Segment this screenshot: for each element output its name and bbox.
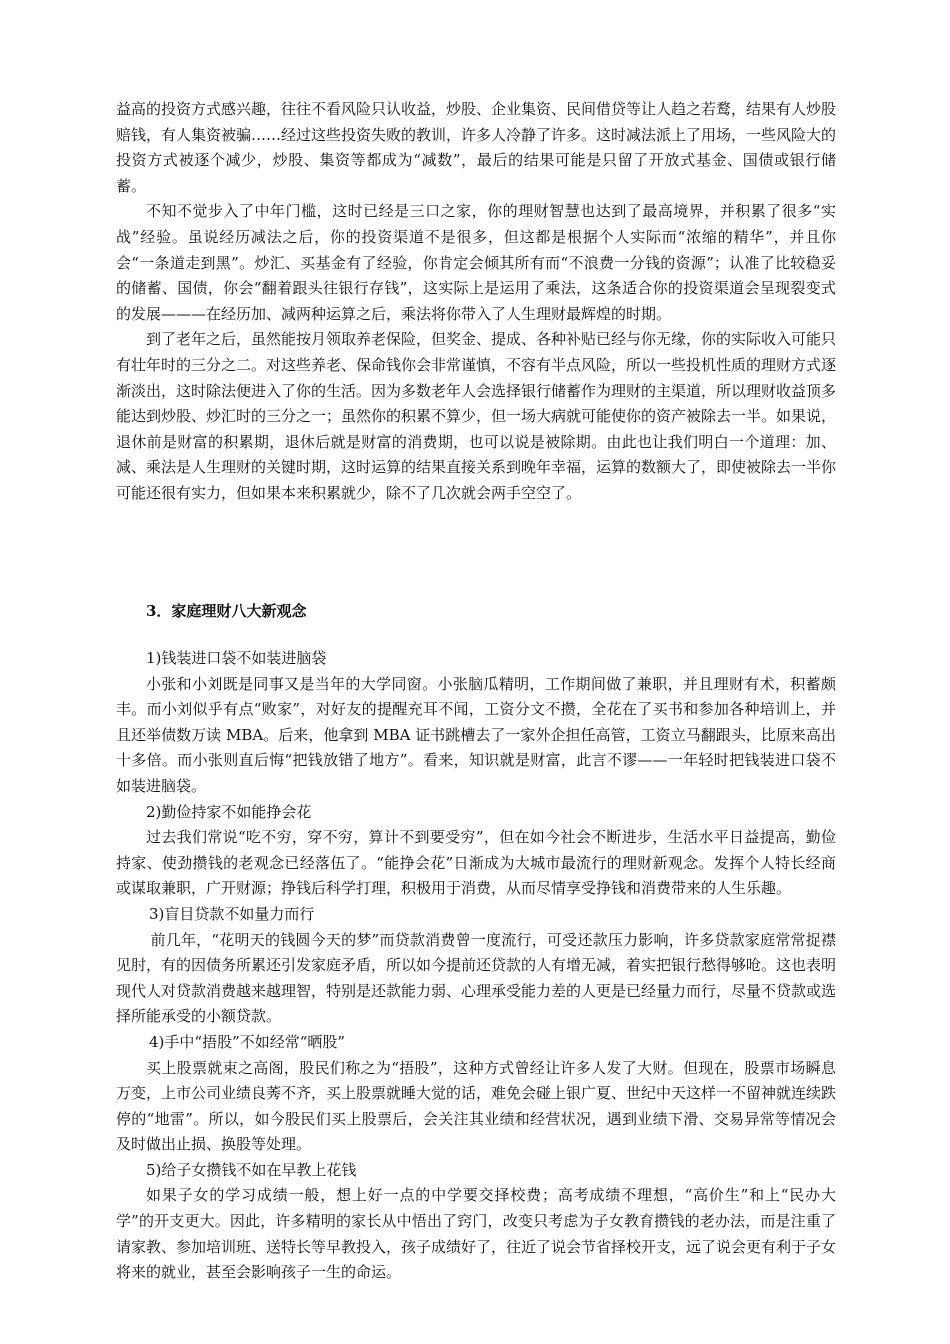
concept-body: 小张和小刘既是同事又是当年的大学同窗。小张脑瓜精明，工作期间做了兼职，并且理财有术，积蓄颇丰。而小刘似乎有点“败家”，对好友的提醒充耳不闻，工资分文不攒，全花在了买书和参加各种培训上，并且还举债数万读 MBA。后来，他拿到 MBA 证书跳槽去了一家外企担任高管，工资立马翻跟头，比原来高出十多倍。而小张则直后悔“把钱放错了地方”。看来，知识就是财富，此言不谬——一年轻时把钱装进口袋不如装进脑袋。 bbox=[116, 674, 836, 795]
concept-title: 3)盲目贷款不如量力而行 bbox=[149, 904, 315, 923]
paragraph-old-age: 到了老年之后，虽然能按月领取养老保险，但奖金、提成、各种补贴已经与你无缘，你的实际收入可能只有壮年时的三分之二。对这些养老、保命钱你会非常谨慎，不容有半点风险，所以一些投机性质的理财方式逐渐淡出，这时除法便进入了你的生活。因为多数老年人会选择银行储蓄作为理财的主渠道，所以理财收益顶多能达到炒股、炒汇时的三分之一；虽然你的积累不算少，但一场大病就可能使你的资产被除去一半。如果说，退休前是财富的积累期，退休后就是财富的消费期，也可以说是被除期。由此也让我们明白一个道理：加、减、乘法是人生理财的关键时期，这时运算的结果直接关系到晚年幸福，运算的数额大了，即使被除去一半你可能还很有实力，但如果本来积累就少，除不了几次就会两手空空了。 bbox=[116, 330, 837, 502]
concept-item bbox=[116, 646, 836, 800]
concept-title: 5)给子女攒钱不如在早教上花钱 bbox=[146, 1160, 357, 1179]
concept-title: 4)手中“捂股”不如经常“晒股” bbox=[149, 1032, 346, 1051]
section-heading: 3．家庭理财八大新观念 bbox=[146, 602, 307, 620]
concept-body: 如果子女的学习成绩一般，想上好一点的中学要交择校费；高考成绩不理想，“高价生”和上“民办大学”的开支更大。因此，许多精明的家长从中悟出了窍门，改变只考虑为子女教育攒钱的老办法，而是注重了请家教、参加培训班、送特长等早教投入，孩子成绩好了，往近了说会节省择校开支，远了说会更有利于子女将来的就业，甚至会影响孩子一生的命运。 bbox=[116, 1186, 837, 1282]
concept-title: 2)勤俭持家不如能挣会花 bbox=[146, 802, 312, 821]
concept-item bbox=[116, 1030, 836, 1158]
concepts-list bbox=[116, 646, 836, 1286]
top-text-block bbox=[116, 97, 836, 507]
concept-title: 1)钱装进口袋不如装进脑袋 bbox=[146, 649, 327, 667]
concept-body: 买上股票就束之高阁，股民们称之为“捂股”，这种方式曾经让许多人发了大财。但现在，股票市场瞬息万变，上市公司业绩良莠不齐，买上股票就睡大觉的话，难免会碰上银广夏、世纪中天这样一不留神就连续跌停的“地雷”。所以，如今股民们买上股票后，会关注其业绩和经营状况，遇到业绩下滑、交易异常等情况会及时做出止损、换股等处理。 bbox=[116, 1058, 837, 1154]
concept-item bbox=[116, 1158, 836, 1286]
section-heading-block bbox=[116, 599, 836, 623]
paragraph-middle-age: 不知不觉步入了中年门槛，这时已经是三口之家，你的理财智慧也达到了最高境界，并积累了很多“实战”经验。虽说经历减法之后，你的投资渠道不是很多，但这都是根据个人实际而“浓缩的精华”，并且你会“一条道走到黑”。炒汇、买基金有了经验，你肯定会倾其所有而“不浪费一分钱的资源”；认准了比较稳妥的储蓄、国债，你会“翻着跟头往银行存钱”，这实际上是运用了乘法，这条适合你的投资渠道会呈现裂变式的发展———在经历加、减两种运算之后，乘法将你带入了人生理财最辉煌的时期。 bbox=[116, 202, 836, 323]
concept-body: 过去我们常说“吃不穷，穿不穷，算计不到要受穷”，但在如今社会不断进步，生活水平日益提高，勤俭持家、使劲攒钱的老观念已经落伍了。“能挣会花”日渐成为大城市最流行的理财新观念。发挥个人特长经商或谋取兼职，广开财源；挣钱后科学打理，积极用于消费，从而尽情享受挣钱和消费带来的人生乐趣。 bbox=[116, 828, 836, 898]
concept-body: 前几年，“花明天的钱圆今天的梦”而贷款消费曾一度流行，可受还款压力影响，许多贷款家庭常常捉襟见肘，有的因债务所累还引发家庭矛盾，所以如今提前还贷款的人有增无减，着实把银行愁得够呛。这也表明现代人对贷款消费越来越理智，特别是还款能力弱、心理承受能力差的人更是已经量力而行，尽量不贷款或选择所能承受的小额贷款。 bbox=[116, 930, 837, 1026]
concept-item bbox=[116, 902, 836, 1030]
paragraph-continued: 益高的投资方式感兴趣，往往不看风险只认收益，炒股、企业集资、民间借贷等让人趋之若鹜，结果有人炒股赔钱，有人集资被骗……经过这些投资失败的教训，许多人冷静了许多。这时减法派上了用场，一些风险大的投资方式被逐个减少，炒股、集资等都成为“减数”，最后的结果可能是只留了开放式基金、国债或银行储蓄。 bbox=[116, 100, 837, 195]
concept-item bbox=[116, 800, 836, 902]
